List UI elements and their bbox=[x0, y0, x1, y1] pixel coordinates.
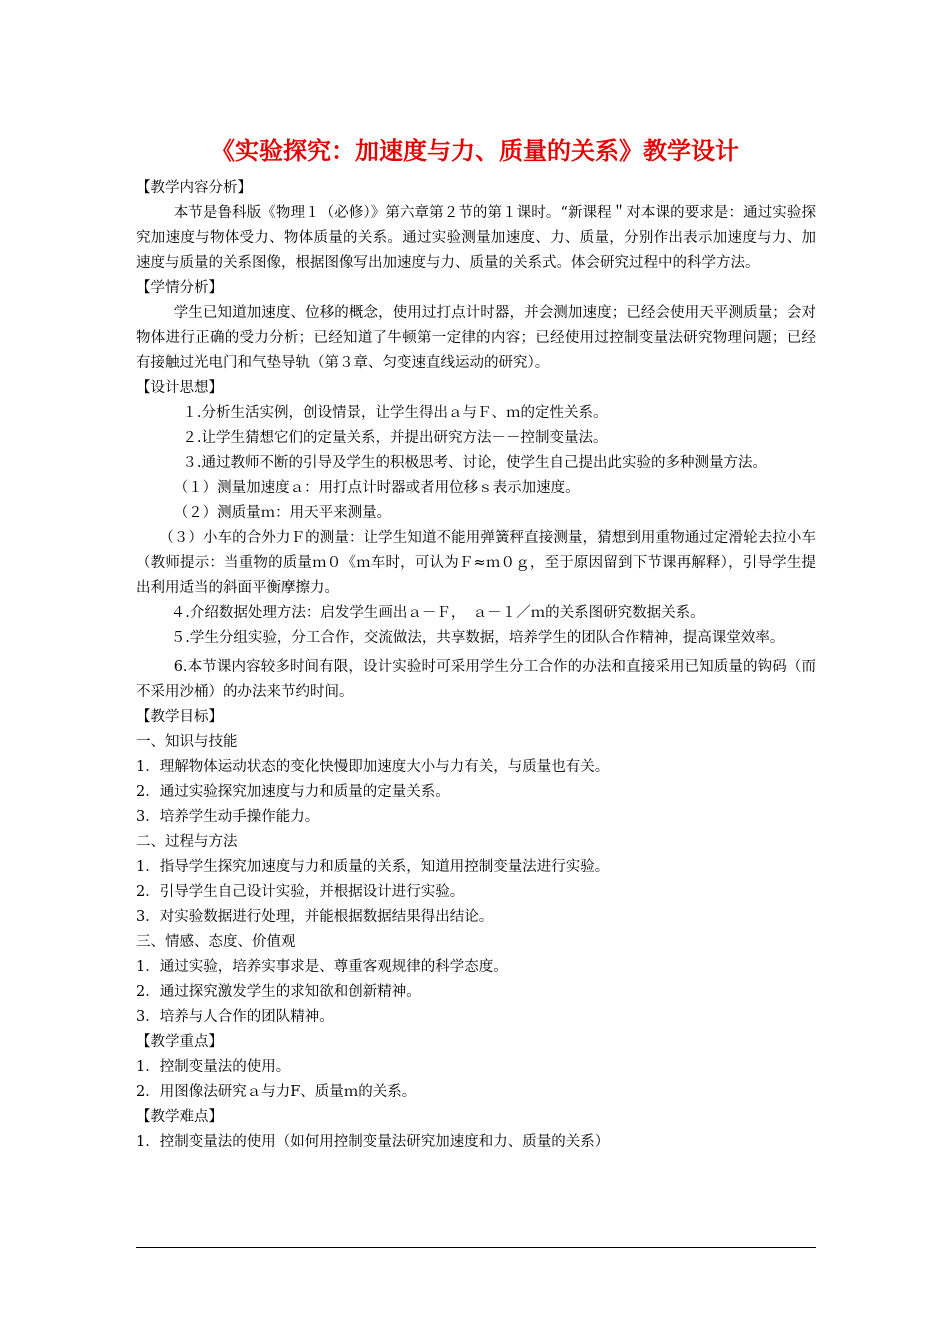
objective-item: 1．理解物体运动状态的变化快慢即加速度大小与力有关，与质量也有关。 bbox=[136, 759, 610, 775]
section-heading-difficulties: 【教学难点】 bbox=[136, 1109, 223, 1125]
objective-item: 3．培养学生动手操作能力。 bbox=[136, 809, 320, 825]
design-sub-1: （１）测量加速度ａ：用打点计时器或者用位移ｓ表示加速度。 bbox=[173, 480, 580, 496]
design-item-5: ５.学生分组实验，分工合作，交流做法，共享数据，培养学生的团队合作精神，提高课堂效率。 bbox=[170, 630, 785, 646]
design-item-1: １.分析生活实例，创设情景，让学生得出ａ与Ｆ、ｍ的定性关系。 bbox=[182, 405, 608, 421]
difficulty-item: 1．控制变量法的使用（如何用控制变量法研究加速度和力、质量的关系） bbox=[136, 1134, 610, 1150]
document-title: 《实验探究：加速度与力、质量的关系》教学设计 bbox=[211, 137, 739, 165]
section-heading-key-points: 【教学重点】 bbox=[136, 1034, 223, 1050]
objective-item: 3．培养与人合作的团队精神。 bbox=[136, 1009, 334, 1025]
design-sub-3: （３）小车的合外力Ｆ的测量：让学生知道不能用弹簧秤直接测量，猜想到用重物通过定滑轮去拉小车（教师提示：当重物的质量ｍ０《ｍ车时，可认为Ｆ≈ｍ０ｇ，至于原因留到下节课再解释），引导学生提出利用适当的斜面平衡摩擦力。 bbox=[136, 530, 816, 596]
content-analysis-text: 本节是鲁科版《物理１（必修）》第六章第２节的第１课时。“新课程＂对本课的要求是：通过实验探究加速度与物体受力、物体质量的关系。通过实验测量加速度、力、质量，分别作出表示加速度与力、加速度与质量的关系图像，根据图像写出加速度与力、质量的关系式。体会研究过程中的科学方法。 bbox=[136, 205, 816, 271]
objective-item: 2．通过实验探究加速度与力和质量的定量关系。 bbox=[136, 784, 450, 800]
key-point-item: 1．控制变量法的使用。 bbox=[136, 1059, 291, 1075]
design-item-4: ４.介绍数据处理方法：启发学生画出ａ－Ｆ， ａ－１／ｍ的关系图研究数据关系。 bbox=[170, 605, 705, 621]
student-analysis-text: 学生已知道加速度、位移的概念，使用过打点计时器，并会测加速度；已经会使用天平测质量；会对物体进行正确的受力分析；已经知道了牛顿第一定律的内容；已经使用过控制变量法研究物理问题；已经有接触过光电门和气垫导轨（第３章、匀变速直线运动的研究）。 bbox=[136, 305, 816, 371]
design-item-6: 6.本节课内容较多时间有限，设计实验时可采用学生分工合作的办法和直接采用已知质量的钩码（而不采用沙桶）的办法来节约时间。 bbox=[136, 659, 816, 700]
objective-item: 2．引导学生自己设计实验，并根据设计进行实验。 bbox=[136, 884, 465, 900]
objective-group-process: 二、过程与方法 bbox=[136, 834, 238, 850]
section-heading-content-analysis: 【教学内容分析】 bbox=[136, 180, 252, 196]
document-body bbox=[136, 176, 816, 1155]
design-item-3: ３.通过教师不断的引导及学生的积极思考、讨论，使学生自己提出此实验的多种测量方法。 bbox=[182, 455, 767, 471]
objective-group-knowledge: 一、知识与技能 bbox=[136, 734, 238, 750]
section-heading-student-analysis: 【学情分析】 bbox=[136, 280, 223, 296]
design-item-2: ２.让学生猜想它们的定量关系，并提出研究方法－－控制变量法。 bbox=[182, 430, 608, 446]
objective-item: 3．对实验数据进行处理，并能根据数据结果得出结论。 bbox=[136, 909, 494, 925]
design-sub-2: （２）测质量ｍ：用天平来测量。 bbox=[173, 505, 392, 521]
key-point-item: 2．用图像法研究ａ与力F、质量ｍ的关系。 bbox=[136, 1084, 417, 1100]
objective-group-attitude: 三、情感、态度、价值观 bbox=[136, 934, 296, 950]
section-heading-objectives: 【教学目标】 bbox=[136, 709, 223, 725]
objective-item: 2．通过探究激发学生的求知欲和创新精神。 bbox=[136, 984, 421, 1000]
objective-item: 1．通过实验，培养实事求是、尊重客观规律的科学态度。 bbox=[136, 959, 508, 975]
objective-item: 1．指导学生探究加速度与力和质量的关系，知道用控制变量法进行实验。 bbox=[136, 859, 610, 875]
section-heading-design-ideas: 【设计思想】 bbox=[136, 380, 223, 396]
footer-divider bbox=[136, 1247, 816, 1248]
